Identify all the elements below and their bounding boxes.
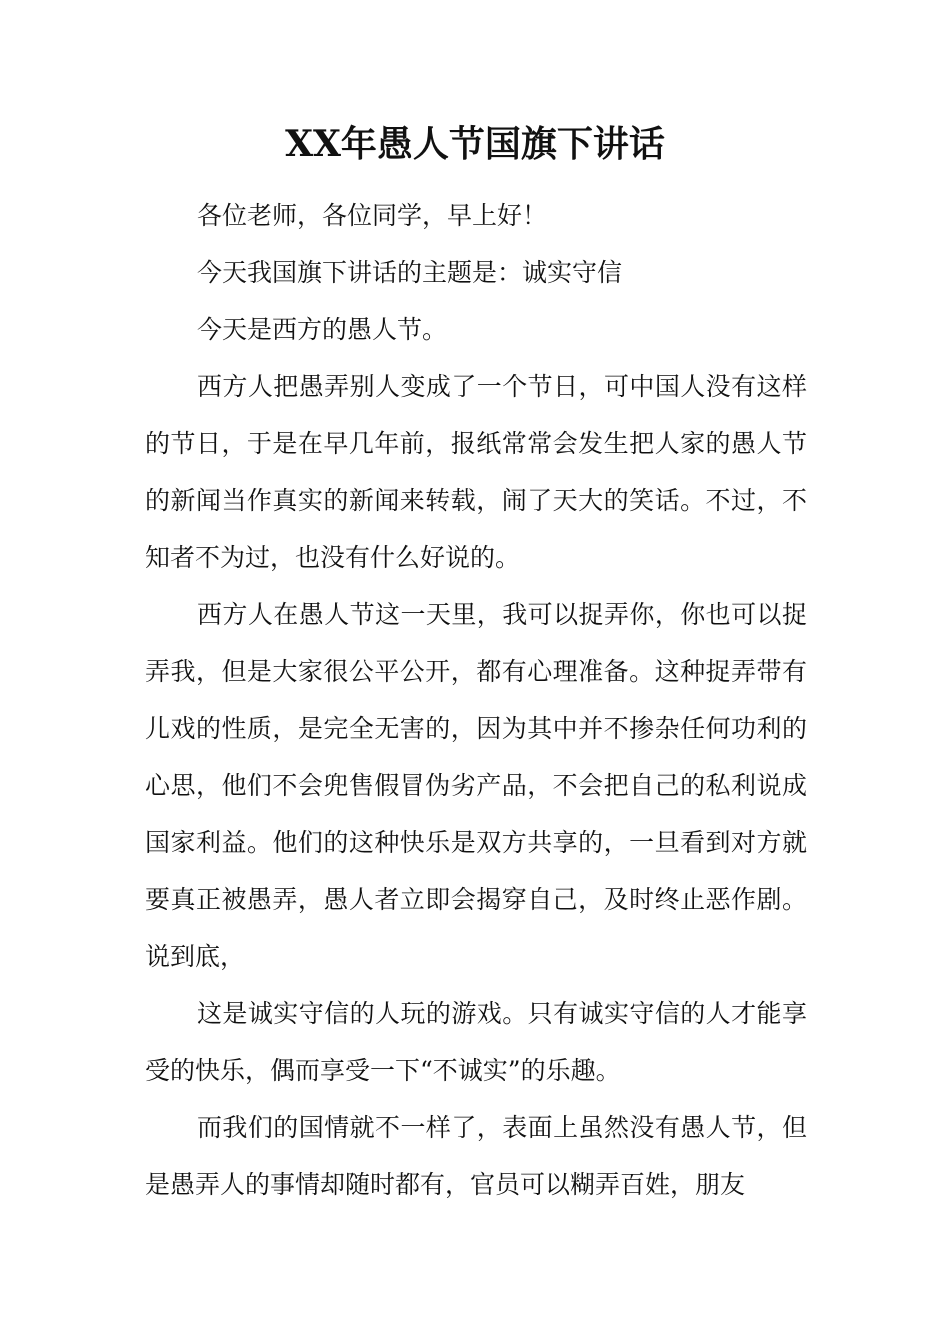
paragraph-body-4: 而我们的国情就不一样了，表面上虽然没有愚人节，但是愚弄人的事情却随时都有，官员可以糊弄百姓，朋友 bbox=[145, 1113, 807, 1199]
paragraph-greeting: 各位老师，各位同学，早上好！ bbox=[197, 201, 548, 230]
document-title: XX年愚人节国旗下讲话 bbox=[285, 123, 665, 165]
paragraph-body-3: 这是诚实守信的人玩的游戏。只有诚实守信的人才能享受的快乐，偶而享受一下“不诚实”的乐趣。 bbox=[145, 999, 807, 1085]
document-body bbox=[145, 187, 807, 1213]
paragraph-body-1: 西方人把愚弄别人变成了一个节日，可中国人没有这样的节日，于是在早几年前，报纸常常会发生把人家的愚人节的新闻当作真实的新闻来转载，闹了天大的笑话。不过，不知者不为过，也没有什么好说的。 bbox=[145, 372, 807, 572]
paragraph-intro: 今天是西方的愚人节。 bbox=[197, 315, 448, 344]
paragraph-body-2: 西方人在愚人节这一天里，我可以捉弄你，你也可以捉弄我，但是大家很公平公开，都有心理准备。这种捉弄带有儿戏的性质，是完全无害的，因为其中并不掺杂任何功利的心思，他们不会兜售假冒伪劣产品，不会把自己的私利说成国家利益。他们的这种快乐是双方共享的，一旦看到对方就要真正被愚弄，愚人者立即会揭穿自己，及时终止恶作剧。说到底， bbox=[145, 600, 807, 971]
paragraph-topic: 今天我国旗下讲话的主题是：诚实守信 bbox=[197, 258, 623, 287]
